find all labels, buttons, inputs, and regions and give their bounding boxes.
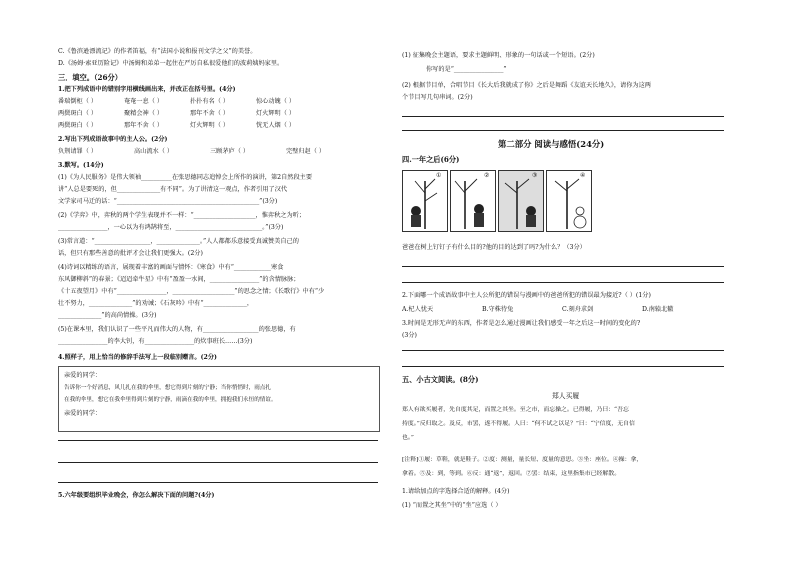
question-2-title: 2.写出下列成语故事中的主人公。(2分)	[58, 136, 168, 143]
answer-line[interactable]	[402, 282, 724, 283]
idiom-cell: 扑扑有名（ ）	[190, 98, 230, 105]
sample-text: 告诉你一个好消息，风儿扎在我的伞里，想它得到片刻的宁静；当你悄悄时，雨点扎	[64, 385, 271, 391]
note-line: [注释]①履：草鞋，就是鞋子。②度：测量，量长短、度量的意思。③坐：座位。④操：拿，	[402, 457, 643, 463]
idiom-cell: 聚精会神（ ）	[124, 110, 164, 117]
q5-part-2b: 个节目写几句串词。(2分)	[402, 94, 473, 101]
part-2-title: 第二部分 阅读与感悟(24分)	[498, 139, 605, 149]
idiom-row-1	[58, 98, 322, 106]
section-4-title: 四.一年之后(6分)	[402, 155, 460, 164]
question-5-title: 5.六年级要组织毕业晚会，你怎么解决下面的问题?(4分)	[58, 492, 215, 499]
answer-line[interactable]	[402, 266, 724, 267]
story-cell: 负荆请罪（ ）	[58, 148, 98, 155]
story-cell: 三顾茅庐（ ）	[210, 148, 250, 155]
idiom-options	[402, 306, 722, 314]
question-time-b: (3分)	[402, 332, 417, 339]
answer-line[interactable]	[58, 482, 378, 483]
passage-line: 也。”	[402, 435, 414, 441]
story-cell: 高山流水（ ）	[134, 148, 174, 155]
dictation-line: ______________”的高尚情操。(3分)	[58, 312, 157, 319]
question-dad: 爸爸在树上钉钉子有什么目的?他的目的达到了吗?为什么？（3分）	[402, 244, 586, 251]
idiom-cell: 奄奄一息（ ）	[124, 98, 164, 105]
answer-line[interactable]	[402, 116, 724, 117]
option-d: D.《汤姆·索亚历险记》中汤姆和弟弟一起住在严厉自私很爱他们的波莉姨妈家里。	[58, 60, 284, 67]
dictation-line: 东风御柳斜”的春景；《迢迢牵牛星》中有“盈盈一水间，________________”的含情脉脉；	[58, 276, 300, 283]
passage-line: 持度。”反归取之。及反，市罢，遂不得履。人曰：“何不试之以足？”曰：“宁信度，无自信	[402, 421, 635, 427]
question-time-a: 3.时间是无形无声的东西，作者是怎么通过漫画让我们感受一年之后这一时间的变化的?	[402, 320, 641, 327]
option-d[interactable]: D.南辕北辙	[642, 306, 674, 313]
comic-number: ②	[484, 172, 490, 179]
question-3-title: 3.默写。(14分)	[58, 162, 104, 169]
section-5-title: 五、小古文阅读。(8分)	[402, 375, 479, 384]
question-explain-1: (1) “而置之其坐”中的“坐”应选（ ）	[402, 502, 502, 509]
q5-part-1-answer: 你写的是“________________”	[426, 66, 507, 73]
answer-line[interactable]	[402, 366, 724, 367]
dictation-line: ________________，一心以为有鸿鹄将至，____________________________。”(3分)	[58, 224, 284, 231]
q5-part-1: (1) 征集晚会主题语，要求主题鲜明、形象的一句话或一个短语。(2分)	[402, 52, 595, 59]
story-cell: 完璧归赵（ ）	[286, 148, 326, 155]
idiom-cell: 恍无人烟（ ）	[256, 122, 296, 129]
option-b[interactable]: B.守株待兔	[482, 306, 514, 313]
dictation-line: ________________的李大钊，有________________的炊事班长……(3分)	[58, 338, 253, 345]
dictation-line: 话，但只有那些善意的批评才会让我们更强大。(2分)	[58, 250, 203, 257]
question-explain: 1.请给加点的字选择合适的解释。(4分)	[402, 488, 510, 495]
note-line: 拿着。⑤及：到，等到。⑥反：通“返”，返回。⑦罢：结束，这里指集市已经解散。	[402, 471, 621, 477]
dictation-line: 壮不努力，______________”的劝诫；《石灰吟》中有“______________，	[58, 300, 254, 307]
idiom-cell: 惊心动魄（ ）	[256, 98, 296, 105]
q5-part-2a: (2) 根据节目单，合唱节目《长大后我就成了你》之后是舞蹈《友谊天长地久》，请你为这两	[402, 82, 651, 89]
answer-greeting: 亲爱的同学：	[64, 410, 102, 417]
idiom-cell: 两鬓斑白（ ）	[58, 110, 98, 117]
comic-number: ③	[532, 172, 538, 179]
question-1-title: 1.把下列成语中的错别字用横线画出来，并改正在括号里。(4分)	[58, 86, 236, 93]
dictation-line: 讲“人总是要死的，但______________有不同”。为了讲清这一观点，作者引用了汉代	[58, 186, 288, 193]
idiom-cell: 番瑞倒柜（ ）	[58, 98, 98, 105]
passage-title: 郑人买履	[552, 392, 580, 400]
sample-greeting: 亲爱的同学：	[64, 372, 102, 379]
option-a[interactable]: A.杞人忧天	[402, 306, 434, 313]
idiom-row-2	[58, 110, 322, 118]
idiom-row-3	[58, 122, 322, 130]
question-idiom: 2.下面哪一个成语故事中主人公所犯的错误与漫画中的爸爸所犯的错误最为接近?（ ）(1分)	[402, 292, 651, 299]
idiom-cell: 那年不舍（ ）	[190, 110, 230, 117]
idiom-cell: 那年不舍（ ）	[124, 122, 164, 129]
dictation-line: (1)《为人民服务》是伟大领袖__________在张思德同志追悼会上所作的演讲，第2自然段主要	[58, 174, 313, 181]
question-4-title: 4.照样子，用上恰当的修辞手法写上一段临别赠言。(2分)	[58, 354, 217, 361]
answer-line[interactable]	[58, 440, 378, 441]
option-c[interactable]: C.刻舟求剑	[562, 306, 594, 313]
dictation-line: 《十五夜望月》中有“________________，____________________”的思念之情；《长歌行》中有“少	[58, 288, 325, 295]
dictation-line: (4)诗词以精练的语言，展现着丰富的画面与情怀：《寒食》中有“____________寒食	[58, 264, 284, 271]
section-3-title: 三．填空。（26分）	[58, 73, 122, 82]
idiom-cell: 灯火辉明（ ）	[256, 110, 296, 117]
dictation-line: (2)《学弈》中，弈秋的两个学生表现并不一样：“____________________，惟弈秋之为听；	[58, 212, 306, 219]
answer-line[interactable]	[402, 130, 724, 131]
passage-line: 郑人有欲买履者，先自度其足，而置之其坐。至之市，而忘操之。已得履，乃曰：“吾忘	[402, 407, 629, 413]
option-c: C.《鲁滨逊漂流记》的作者笛福，有“法国小说和报刊文学之父”的美誉。	[58, 48, 257, 55]
comic-number: ④	[580, 172, 586, 179]
idiom-cell: 灯火辉明（ ）	[190, 122, 230, 129]
answer-line[interactable]	[402, 350, 724, 351]
idiom-cell: 两鬓斑白（ ）	[58, 122, 98, 129]
story-row	[58, 148, 362, 156]
answer-line[interactable]	[58, 462, 378, 463]
comic-number: ①	[436, 172, 442, 179]
dictation-line: (3)常言道：“__________________，______________。”人人都都乐意接受真诚赞美自己的	[58, 238, 299, 245]
sample-text: 在我的伞里，想它在我伞里得到片刻的宁静，雨滴在我的伞里，拥抱我们永恒的情谊。	[64, 397, 277, 403]
dictation-line: (5)在课本里，我们认识了一些平凡而伟大的人物，有__________________的张思德，有	[58, 326, 296, 333]
dictation-line: 文学家司马迁的话：“______________________________________________”(3分)	[58, 198, 278, 205]
